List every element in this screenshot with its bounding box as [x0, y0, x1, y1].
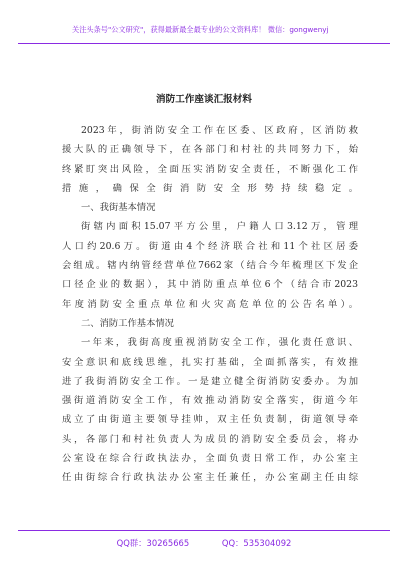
page-header	[0, 0, 408, 54]
paragraph-line: 措施，确保全街消防安全形势持续稳定。	[62, 182, 358, 194]
footer-qq: QQ：535304092	[221, 538, 292, 548]
paragraph-line: 口径企业的数据），其中消防重点单位6个（结合市2023	[62, 279, 358, 291]
document-title: 消防工作座谈汇报材料	[156, 94, 252, 105]
paragraph-line: 任由街综合行政执法办公室主任兼任，办公室副主任由综	[62, 472, 358, 484]
footer-qq-group: QQ群：30265665	[116, 538, 190, 548]
paragraph-line: 进了我街消防安全工作。一是建立健全街消防安委办。为加	[62, 375, 358, 387]
paragraph-line: 头，各部门和村社负责人为成员的消防安全委员会，将办	[62, 433, 358, 445]
paragraph-line: 强街道消防安全工作，有效推动消防安全落实，街道今年	[62, 395, 358, 407]
paragraph-line: 援大队的正确领导下，在各部门和村社的共同努力下，始	[62, 144, 358, 156]
paragraph-line: 成立了由街道主要领导挂帅，双主任负责制，街道领导牵	[62, 414, 358, 426]
page-footer	[0, 520, 408, 580]
paragraph-line: 一年来，我街高度重视消防安全工作，强化责任意识、	[81, 337, 358, 349]
paragraph-line: 公室设在综合行政执法办，全面负责日常工作，办公室主	[62, 453, 358, 465]
paragraph-line: 终紧盯突出风险，全面压实消防安全责任，不断强化工作	[62, 163, 358, 175]
footer-contact	[0, 537, 408, 549]
header-divider	[18, 43, 390, 44]
header-banner: 关注头条号"公文研究"，获得最新最全最专业的公文资料库！ 微信：gongwenyj	[72, 25, 329, 34]
paragraph-line: 安全意识和底线思维，扎实打基础，全面抓落实，有效推	[62, 356, 358, 368]
section-heading: 一、我街基本情况	[81, 202, 156, 214]
section-heading: 二、消防工作基本情况	[81, 317, 174, 329]
paragraph-line: 人口约20.6万。街道由4个经济联合社和11个社区居委	[62, 240, 358, 252]
paragraph-line: 街辖内面积15.07平方公里，户籍人口3.12万，管理	[81, 221, 358, 233]
document-body	[62, 121, 358, 488]
paragraph-line: 年度消防安全重点单位和火灾高危单位的公告名单）。	[62, 298, 358, 310]
paragraph-line: 会组成。辖内纳管经营单位7662家（结合今年梳理区下发企	[62, 260, 358, 272]
paragraph-line: 2023年，街消防安全工作在区委、区政府，区消防救	[81, 125, 358, 136]
footer-divider	[18, 530, 390, 531]
